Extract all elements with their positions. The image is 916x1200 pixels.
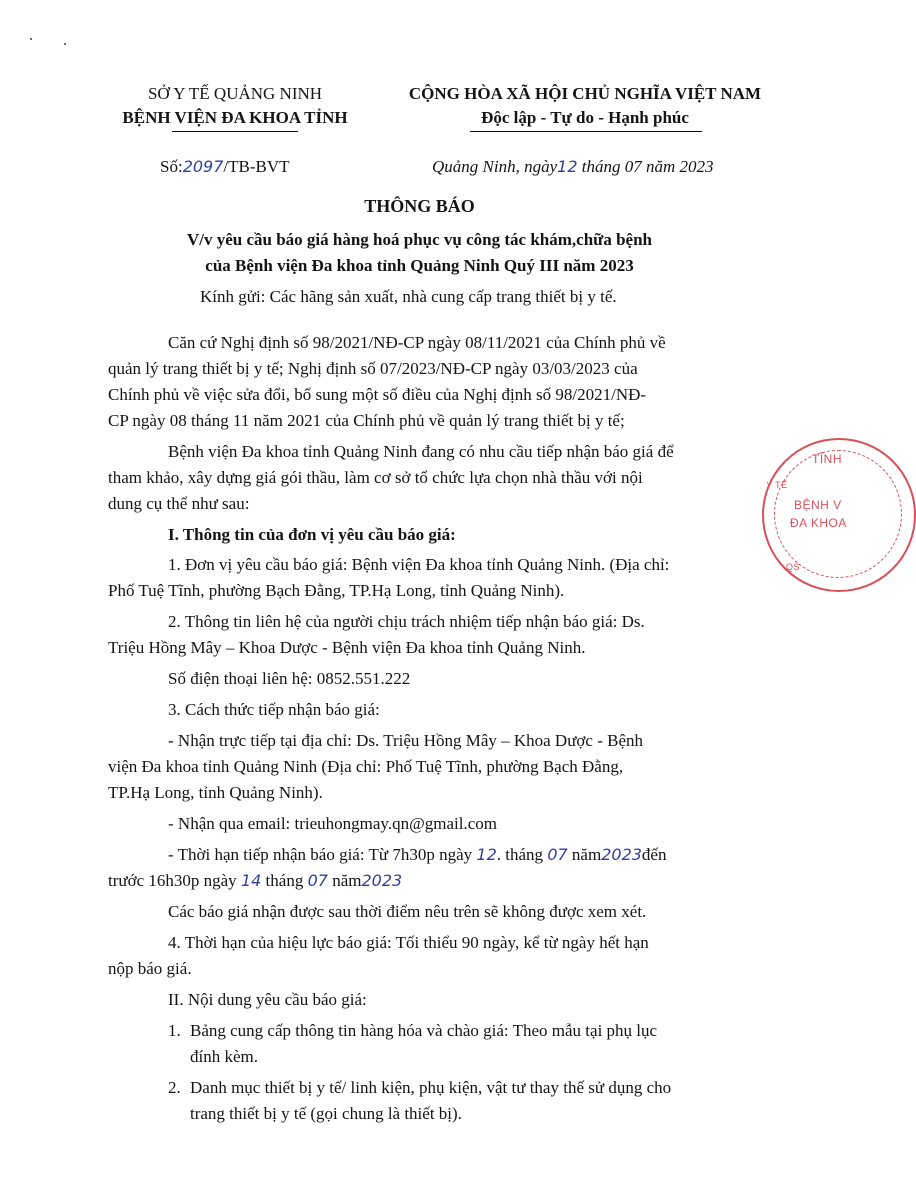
document-date: Quảng Ninh, ngày12 tháng 07 năm 2023: [432, 157, 714, 176]
recipient-line: Kính gửi: Các hãng sản xuất, nhà cung cấp trang thiết bị y tế.: [200, 287, 617, 306]
item-validity-period: 4. Thời hạn của hiệu lực báo giá: Tối thiểu 90 ngày, kể từ ngày hết hạn nộp báo giá.: [108, 933, 649, 978]
email-delivery: - Nhận qua email: trieuhongmay.qn@gmail.com: [168, 814, 497, 833]
handwritten-end-month: 07: [307, 871, 328, 890]
notice-title: THÔNG BÁO: [364, 196, 475, 216]
direct-delivery-address: - Nhận trực tiếp tại địa chỉ: Ds. Triệu Hồng Mây – Khoa Dược - Bệnh viện Đa khoa tỉnh Quảng Ninh (Địa chỉ: Phố Tuệ Tĩnh, phường Bạch Đằng, TP.Hạ Long, tỉnh Quảng Ninh).: [108, 731, 644, 802]
handwritten-start-year: 2023: [601, 845, 642, 864]
item-contact-person: 2. Thông tin liên hệ của người chịu trách nhiệm tiếp nhận báo giá: Ds. Triệu Hồng Mây – Khoa Dược - Bệnh viện Đa khoa tỉnh Quảng Ninh.: [108, 612, 645, 657]
stamp-line-1: BỆNH V: [794, 498, 842, 512]
motto: Độc lập - Tự do - Hạnh phúc: [481, 108, 689, 127]
header-left-underline: [172, 131, 298, 132]
item-requesting-unit: 1. Đơn vị yêu cầu báo giá: Bệnh viện Đa khoa tỉnh Quảng Ninh. (Địa chỉ: Phố Tuệ Tĩnh, phường Bạch Đằng, TP.Hạ Long, tỉnh Quảng Ninh).: [108, 555, 670, 600]
country-name: CỘNG HÒA XÃ HỘI CHỦ NGHĨA VIỆT NAM: [408, 84, 762, 103]
scan-speck: [30, 38, 32, 40]
official-stamp: [762, 438, 916, 592]
notice-subject: V/v yêu cầu báo giá hàng hoá phục vụ công tác khám,chữa bệnh của Bệnh viện Đa khoa tỉnh Quảng Ninh Quý III năm 2023: [186, 230, 653, 275]
scan-speck: [64, 43, 66, 45]
header-left: [100, 82, 370, 130]
paragraph-purpose: Bệnh viện Đa khoa tỉnh Quảng Ninh đang có nhu cầu tiếp nhận báo giá để tham khảo, xây dựng giá gói thầu, làm cơ sở tổ chức lựa chọn nhà thầu với nội dung cụ thể như sau:: [108, 442, 674, 513]
handwritten-end-year: 2023: [361, 871, 403, 890]
request-item-2: 2. Danh mục thiết bị y tế/ linh kiện, phụ kiện, vật tư thay thế sử dụng cho trang thiết bị y tế (gọi chung là thiết bị).: [168, 1078, 672, 1123]
item-receiving-method: 3. Cách thức tiếp nhận báo giá:: [168, 700, 380, 719]
stamp-line-2: ĐA KHOA: [790, 516, 847, 530]
paragraph-legal-basis: Căn cứ Nghị định số 98/2021/NĐ-CP ngày 08/11/2021 của Chính phủ về quản lý trang thiết bị y tế; Nghị định số 07/2023/NĐ-CP ngày 03/03/2023 của Chính phủ về việc sửa đổi, bổ sung một số điều của Nghị định số 98/2021/NĐ- CP ngày 08 tháng 11 năm 2021 của Chính phủ về quản lý trang thiết bị y tế;: [108, 333, 666, 430]
stamp-top-text: TỈNH: [812, 452, 842, 466]
contact-phone: Số điện thoại liên hệ: 0852.551.222: [168, 669, 411, 688]
handwritten-start-month: 07: [547, 845, 568, 864]
hospital-name: BỆNH VIỆN ĐA KHOA TỈNH: [122, 108, 348, 127]
handwritten-end-day: 14: [240, 871, 262, 890]
header-right-underline: [470, 131, 702, 132]
handwritten-start-day: 12: [476, 845, 497, 864]
late-submission-note: Các báo giá nhận được sau thời điểm nêu trên sẽ không được xem xét.: [168, 902, 647, 921]
header-right: [385, 82, 785, 130]
section-heading-2: II. Nội dung yêu cầu báo giá:: [168, 990, 367, 1009]
document-number: Số:2097/TB-BVT: [160, 157, 290, 176]
stamp-left-text: Y TẾ: [766, 480, 788, 490]
request-item-1: 1. Bảng cung cấp thông tin hàng hóa và chào giá: Theo mẫu tại phụ lục đính kèm.: [168, 1021, 658, 1066]
section-heading-1: I. Thông tin của đơn vị yêu cầu báo giá:: [168, 525, 456, 544]
handwritten-doc-number: 2097: [182, 157, 224, 176]
stamp-inner-ring: [774, 450, 902, 578]
handwritten-day: 12: [557, 157, 578, 176]
body-text: [108, 330, 762, 1127]
stamp-bottom-text: QS: [786, 562, 801, 572]
receiving-deadline: - Thời hạn tiếp nhận báo giá: Từ 7h30p ngày 12. tháng 07 năm2023đến trước 16h30p ngày 14 tháng 07 năm2023: [108, 845, 667, 890]
agency-name: SỞ Y TẾ QUẢNG NINH: [147, 84, 323, 103]
